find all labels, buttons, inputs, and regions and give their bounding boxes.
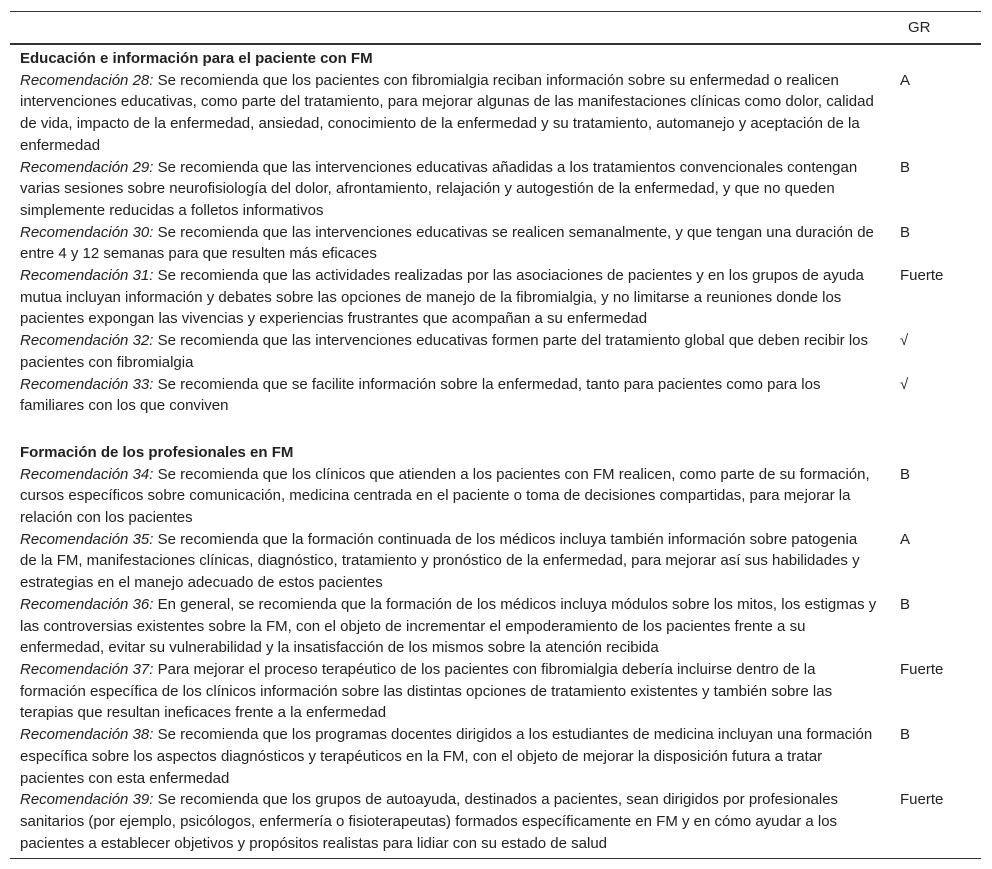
recommendation-cell bbox=[10, 789, 898, 859]
recommendation-label: Recomendación 29: bbox=[20, 158, 154, 176]
table-header-row bbox=[10, 12, 981, 45]
table-row bbox=[10, 157, 981, 222]
table-row bbox=[10, 70, 981, 157]
table-row bbox=[10, 374, 981, 417]
spacer-row bbox=[10, 417, 981, 439]
recommendation-text: Se recomienda que los clínicos que atienden a los pacientes con FM realicen, como parte de su formación, cursos específicos sobre comunicación, medicina centrada en el paciente o toma de decisiones compartidas, para mejorar la relación con los pacientes bbox=[20, 465, 870, 527]
recommendation-label: Recomendación 28: bbox=[20, 71, 154, 89]
table-row bbox=[10, 265, 981, 330]
recommendations-table bbox=[10, 11, 981, 859]
grade-cell: Fuerte bbox=[900, 791, 944, 809]
recommendation-text: Se recomienda que los programas docentes dirigidos a los estudiantes de medicina incluyan una formación específica sobre los aspectos diagnósticos y terapéuticos en la FM, con el objeto de mejorar la disposición futura a tratar pacientes con esta enfermedad bbox=[20, 726, 873, 787]
recommendation-text: Se recomienda que la formación continuada de los médicos incluya también información sobre patogenia de la FM, manifestaciones clínicas, diagnóstico, tratamiento y pronóstico de la enfermedad, para mejorar así sus habilidades y estrategias en el manejo adecuado de estos pacientes bbox=[20, 530, 860, 592]
grade-cell: B bbox=[900, 465, 911, 483]
header-recommendation bbox=[10, 12, 898, 45]
recommendation-cell bbox=[10, 464, 898, 529]
recommendation-text: Para mejorar el proceso terapéutico de los pacientes con fibromialgia debería incluirse dentro de la formación específica de los clínicos información sobre las distintas opciones de tratamiento existentes y también sobre las terapias que resultan ineficaces frente a la enfermedad bbox=[20, 660, 833, 722]
recommendation-text: Se recomienda que se facilite información sobre la enfermedad, tanto para pacientes como para los familiares con los que conviven bbox=[20, 375, 821, 415]
recommendation-cell bbox=[10, 374, 898, 417]
table-row bbox=[10, 330, 981, 373]
section-title: Formación de los profesionales en FM bbox=[20, 443, 294, 461]
recommendation-label: Recomendación 33: bbox=[20, 375, 154, 393]
recommendation-text: Se recomienda que los grupos de autoayuda, destinados a pacientes, sean dirigidos por profesionales sanitarios (por ejemplo, psicólogos, enfermería o fisioterapeutas) formados específicamente en FM y en cómo ayudar a los pacientes a establecer objetivos y propósitos realistas para lidiar con su estado de salud bbox=[20, 791, 839, 852]
table-body bbox=[10, 44, 981, 859]
table-row bbox=[10, 789, 981, 859]
grade-cell: Fuerte bbox=[900, 660, 944, 678]
recommendation-cell bbox=[10, 222, 898, 265]
grade-cell: √ bbox=[900, 332, 909, 350]
grade-cell: √ bbox=[900, 375, 909, 393]
recommendation-label: Recomendación 39: bbox=[20, 791, 154, 809]
recommendation-label: Recomendación 32: bbox=[20, 332, 154, 350]
recommendation-label: Recomendación 30: bbox=[20, 223, 154, 241]
recommendation-cell bbox=[10, 330, 898, 373]
recommendation-label: Recomendación 36: bbox=[20, 595, 154, 613]
recommendation-label: Recomendación 31: bbox=[20, 267, 154, 285]
grade-cell: B bbox=[900, 595, 911, 613]
grade-cell: B bbox=[900, 726, 911, 744]
recommendation-cell bbox=[10, 529, 898, 594]
table-row bbox=[10, 594, 981, 659]
section-header-row bbox=[10, 439, 981, 464]
grade-cell: B bbox=[900, 223, 911, 241]
grade-cell: A bbox=[900, 530, 911, 548]
table-row bbox=[10, 222, 981, 265]
recommendation-text: En general, se recomienda que la formación de los médicos incluya módulos sobre los mitos, los estigmas y las controversias existentes sobre la FM, con el objeto de incrementar el empoderamiento de los pacientes frente a su enfermedad, evitar su vulnerabilidad y la insatisfacción de los mismos sobre la atención recibida bbox=[20, 595, 877, 657]
recommendation-cell bbox=[10, 70, 898, 157]
section-title: Educación e información para el paciente con FM bbox=[20, 50, 373, 67]
recommendation-label: Recomendación 37: bbox=[20, 660, 154, 678]
spacer-cell bbox=[10, 417, 981, 439]
section-header-row bbox=[10, 44, 981, 70]
recommendation-cell bbox=[10, 659, 898, 724]
grade-cell: A bbox=[900, 71, 911, 89]
recommendation-text: Se recomienda que las intervenciones educativas se realicen semanalmente, y que tengan una duración de entre 4 y 12 semanas para que resulten más eficaces bbox=[20, 223, 874, 263]
recommendation-label: Recomendación 35: bbox=[20, 530, 154, 548]
recommendation-cell bbox=[10, 265, 898, 330]
recommendation-text: Se recomienda que las intervenciones educativas añadidas a los tratamientos convencionales contengan varias sesiones sobre neurofisiología del dolor, afrontamiento, relajación y autogestión de la enfermedad, y que no queden simplemente reducidas a folletos informativos bbox=[20, 158, 858, 219]
recommendation-text: Se recomienda que las actividades realizadas por las asociaciones de pacientes y en los grupos de ayuda mutua incluyan información y debates sobre las opciones de manejo de la fibromialgia, y no limitarse a reuniones donde los pacientes expongan las vivencias y experiencias frustrantes que acompañan a su enfermedad bbox=[20, 267, 864, 328]
recommendation-label: Recomendación 34: bbox=[20, 465, 154, 483]
grade-cell: Fuerte bbox=[900, 267, 944, 285]
recommendation-text: Se recomienda que los pacientes con fibromialgia reciban información sobre su enfermedad o realicen intervenciones educativas, como parte del tratamiento, para mejorar algunas de las manifestaciones clínicas como dolor, calidad de vida, impacto de la enfermedad, ansiedad, conocimiento de la enfermedad y su tratamiento, automanejo y aceptación de la enfermedad bbox=[20, 71, 874, 154]
table-row bbox=[10, 529, 981, 594]
recommendation-label: Recomendación 38: bbox=[20, 726, 154, 744]
table-row bbox=[10, 464, 981, 529]
table-row bbox=[10, 659, 981, 724]
grade-cell: B bbox=[900, 158, 911, 176]
header-gr: GR bbox=[908, 18, 931, 36]
table-row bbox=[10, 724, 981, 789]
recommendation-cell bbox=[10, 157, 898, 222]
recommendation-cell bbox=[10, 724, 898, 789]
recommendation-text: Se recomienda que las intervenciones educativas formen parte del tratamiento global que deben recibir los pacientes con fibromialgia bbox=[20, 332, 869, 371]
recommendation-cell bbox=[10, 594, 898, 659]
